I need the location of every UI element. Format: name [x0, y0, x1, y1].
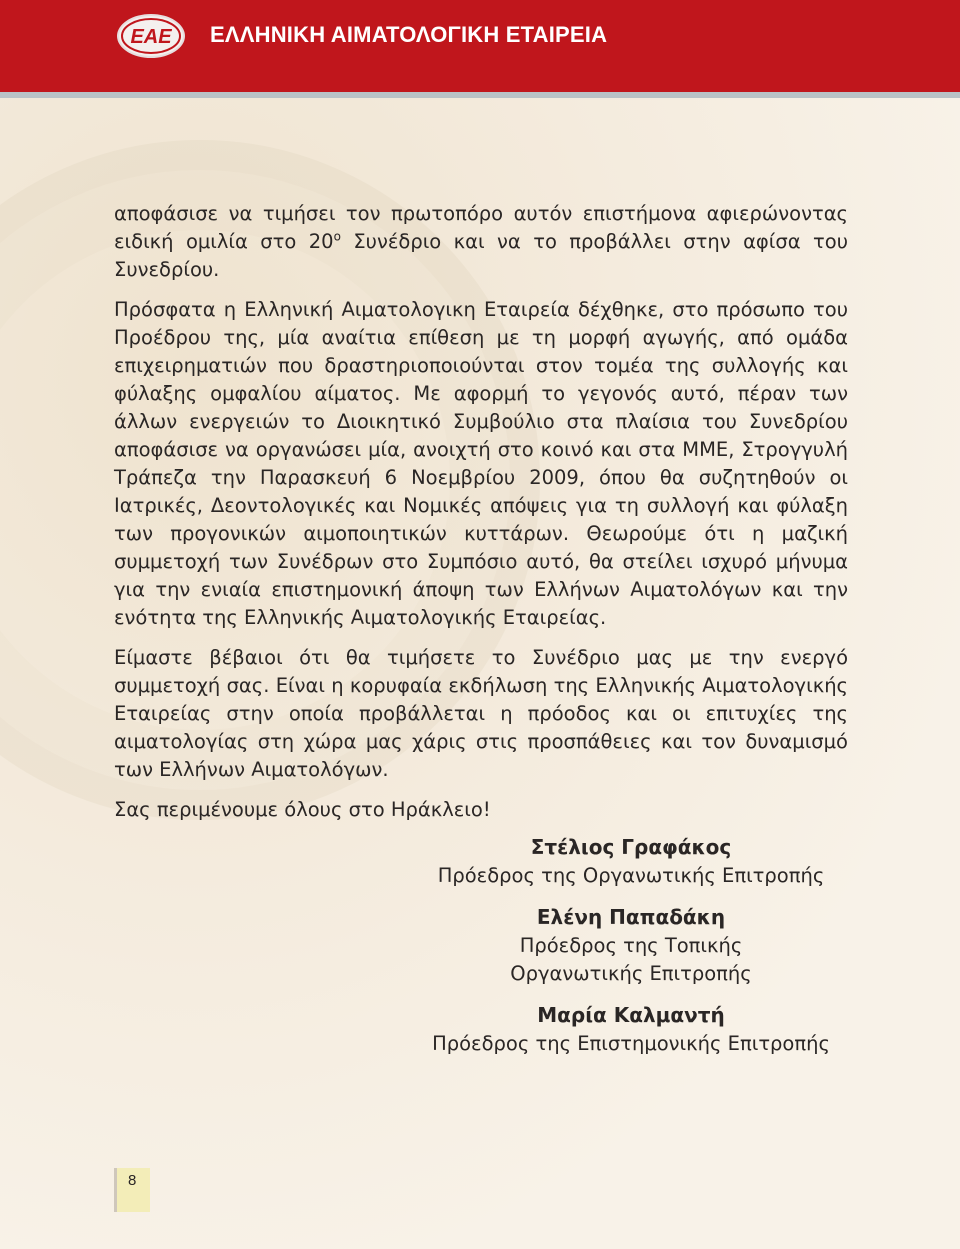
signatory-role: Πρόεδρος της Οργανωτικής Επιτροπής [437, 864, 825, 887]
paragraph-4: Σας περιμένουμε όλους στο Ηράκλειο! [114, 798, 491, 821]
signature [415, 1000, 847, 1058]
signatory-role: Πρόεδρος της Τοπικής Οργανωτικής Επιτροπής [510, 934, 752, 985]
page-number: 8 [128, 1172, 137, 1189]
signatory-name: Ελένη Παπαδάκη [536, 905, 726, 929]
header-bar [0, 0, 960, 98]
signature [415, 832, 847, 890]
signatory-name: Μαρία Καλμαντή [537, 1003, 725, 1027]
society-logo [117, 14, 185, 58]
paragraph-3: Είμαστε βέβαιοι ότι θα τιμήσετε το Συνέδριο μας με την ενεργό συμμετοχή σας. Είναι η κορυφαία εκδήλωση της Ελληνικής Αιματολογικής Εταιρείας στην οποία προβάλλεται η πρόοδος και οι επιτυχίες της αιματολογίας στη χώρα μας χάρις στις προσπάθειες και τον δυναμισμό των Ελλήνων Αιματολόγων. [114, 646, 848, 781]
organization-name: ΕΛΛΗΝΙΚΗ ΑΙΜΑΤΟΛΟΓΙΚΗ ΕΤΑΙΡΕΙΑ [210, 22, 608, 47]
signatory-name: Στέλιος Γραφάκος [530, 835, 732, 859]
signatory-role: Πρόεδρος της Επιστημονικής Επιτροπής [432, 1032, 830, 1055]
signature-block [415, 832, 847, 1070]
paragraph-1: αποφάσισε να τιμήσει τον πρωτοπόρο αυτόν επιστήμονα αφιερώνοντας ειδική ομιλία στο $20^o$ Συνέδριο και να το προβάλλει στην αφίσα του Συνεδρίου. [114, 202, 848, 281]
letter-body [114, 200, 848, 836]
signature [415, 902, 847, 988]
svg-text:ΕΑΕ: ΕΑΕ [130, 26, 172, 48]
paragraph-2: Πρόσφατα η Ελληνική Αιματολογικη Εταιρεία δέχθηκε, στο πρόσωπο του Προέδρου της, μία αναίτια επίθεση με τη μορφή αγωγής, από ομάδα επιχειρηματιών που δραστηριοποιούνται στον τομέα της συλλογής και φύλαξης ομφαλίου αίματος. Με αφορμή το γεγονός αυτό, πέραν των άλλων ενεργειών το Διοικητικό Συμβούλιο στα πλαίσια του Συνεδρίου αποφάσισε να οργανώσει μία, ανοιχτή στο κοινό και στα ΜΜΕ, Στρογγυλή Τράπεζα την Παρασκευή 6 Νοεμβρίου 2009, όπου θα συζητηθούν οι Ιατρικές, Δεοντολογικές και Νομικές απόψεις για τη συλλογή και φύλαξη των προγονικών αιμοποιητικών κυττάρων. Θεωρούμε ότι η μαζική συμμετοχή των Συνέδρων στο Συμπόσιο αυτό, θα στείλει ισχυρό μήνυμα για την ενιαία επιστημονική άποψη των Ελλήνων Αιματολόγων και την ενότητα της Ελληνικής Αιματολογικής Εταιρείας. [114, 298, 848, 629]
